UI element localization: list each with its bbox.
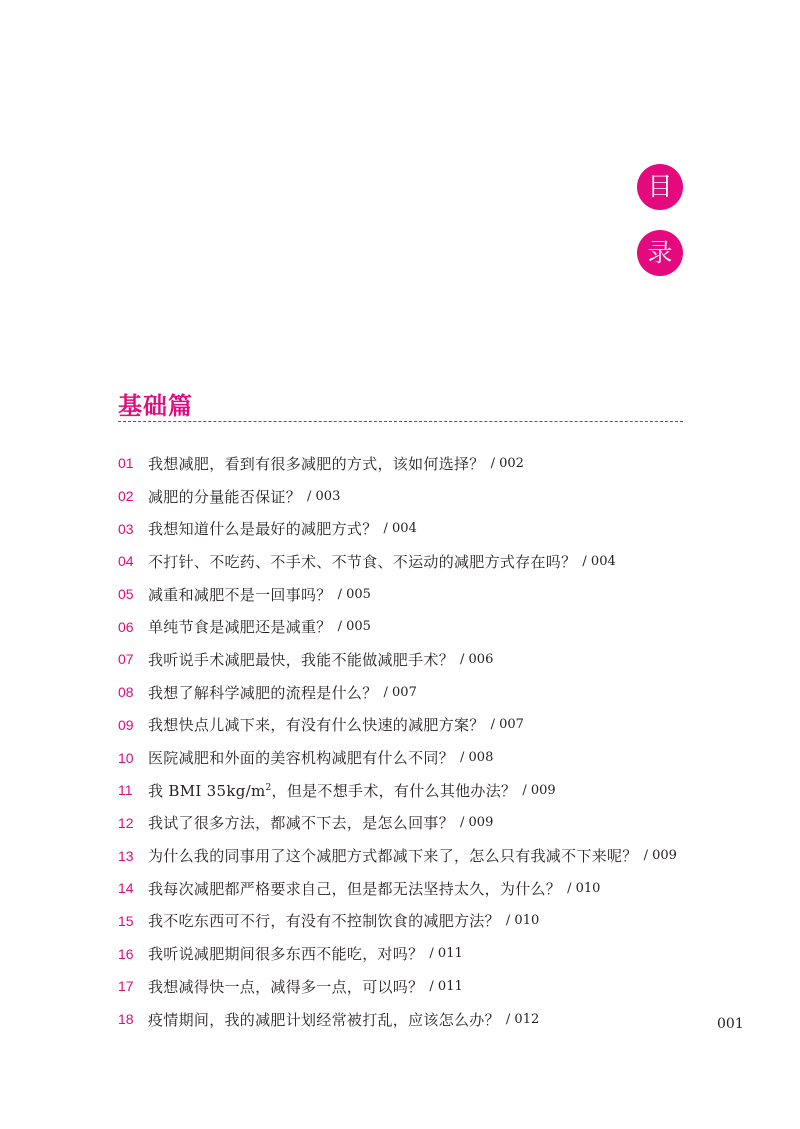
toc-page: / 008 xyxy=(460,750,494,766)
toc-question: 我每次减肥都严格要求自己，但是都无法坚持太久，为什么？ xyxy=(148,879,562,898)
toc-question-part: ，但是不想手术，有什么其他办法？ xyxy=(271,781,517,800)
toc-number: 09 xyxy=(118,716,134,733)
toc-number: 04 xyxy=(118,553,134,570)
toc-item[interactable] xyxy=(118,1003,698,1036)
toc-page: / 009 xyxy=(643,848,677,864)
toc-number: 11 xyxy=(118,782,133,799)
toc-item[interactable] xyxy=(118,643,698,676)
toc-item[interactable] xyxy=(118,872,698,905)
toc-page: / 010 xyxy=(567,880,601,896)
toc-item[interactable] xyxy=(118,774,698,807)
toc-question-part: 我 BMI 35kg/m xyxy=(148,781,266,800)
toc-item[interactable] xyxy=(118,578,698,611)
toc-number: 01 xyxy=(118,455,134,472)
section-divider xyxy=(118,421,683,422)
toc-item[interactable] xyxy=(118,807,698,840)
toc-page: / 007 xyxy=(490,717,524,733)
toc-question: 不打针、不吃药、不手术、不节食、不运动的减肥方式存在吗？ xyxy=(148,552,577,571)
toc-item[interactable] xyxy=(118,970,698,1003)
toc-question: 疫情期间，我的减肥计划经常被打乱，应该怎么办？ xyxy=(148,1010,500,1029)
toc-page: / 002 xyxy=(490,455,524,471)
toc-number: 18 xyxy=(118,1011,134,1028)
toc-question: 我想减得快一点，减得多一点，可以吗？ xyxy=(148,977,424,996)
toc-question: 我想了解科学减肥的流程是什么？ xyxy=(148,683,378,702)
toc-number: 08 xyxy=(118,684,134,701)
toc-number: 14 xyxy=(118,880,134,897)
toc-item[interactable] xyxy=(118,480,698,513)
toc-question: 我听说手术减肥最快，我能不能做减肥手术？ xyxy=(148,650,455,669)
toc-item[interactable] xyxy=(118,447,698,480)
toc-question: 我想知道什么是最好的减肥方式？ xyxy=(148,520,378,539)
toc-page: / 010 xyxy=(505,913,540,929)
heading-char-mu: 目 xyxy=(637,164,683,210)
toc-list xyxy=(118,447,698,1035)
toc-page: / 005 xyxy=(337,619,371,635)
toc-question: 为什么我的同事用了这个减肥方式都减下来了，怎么只有我减不下来呢？ xyxy=(148,847,638,866)
toc-item[interactable] xyxy=(118,839,698,872)
toc-page: / 011 xyxy=(429,946,463,962)
toc-item[interactable] xyxy=(118,741,698,774)
toc-number: 02 xyxy=(118,488,134,505)
toc-number: 05 xyxy=(118,586,134,603)
toc-page: / 003 xyxy=(307,488,341,504)
toc-question: 减重和减肥不是一回事吗？ xyxy=(148,585,332,604)
toc-number: 07 xyxy=(118,651,134,668)
toc-page: / 007 xyxy=(383,684,417,700)
toc-number: 06 xyxy=(118,618,134,635)
toc-page: / 005 xyxy=(337,586,371,602)
section-title: 基础篇 xyxy=(118,391,193,420)
toc-question: 我想减肥，看到有很多减肥的方式，该如何选择？ xyxy=(148,454,485,473)
toc-item[interactable] xyxy=(118,545,698,578)
toc-question: 我不吃东西可不行，有没有不控制饮食的减肥方法？ xyxy=(148,912,500,931)
toc-number: 10 xyxy=(118,749,134,766)
toc-number: 13 xyxy=(118,847,134,864)
toc-page: / 009 xyxy=(460,815,494,831)
toc-question: 我听说减肥期间很多东西不能吃，对吗？ xyxy=(148,945,424,964)
superscript-two: 2 xyxy=(265,782,272,793)
toc-number: 16 xyxy=(118,945,134,962)
toc-question: 减肥的分量能否保证？ xyxy=(148,487,302,506)
toc-item[interactable] xyxy=(118,709,698,742)
toc-question xyxy=(148,780,516,801)
toc-item[interactable] xyxy=(118,610,698,643)
toc-item[interactable] xyxy=(118,676,698,709)
toc-number: 03 xyxy=(118,520,134,537)
toc-number: 17 xyxy=(118,978,134,995)
toc-page: / 012 xyxy=(505,1011,540,1027)
toc-page: / 009 xyxy=(522,782,556,798)
toc-item[interactable] xyxy=(118,937,698,970)
heading-char-lu: 录 xyxy=(637,230,683,276)
toc-question: 医院减肥和外面的美容机构减肥有什么不同？ xyxy=(148,749,455,768)
toc-question: 我试了很多方法，都减不下去，是怎么回事？ xyxy=(148,814,455,833)
toc-item[interactable] xyxy=(118,512,698,545)
toc-question: 单纯节食是减肥还是减重？ xyxy=(148,618,332,637)
toc-number: 15 xyxy=(118,912,134,929)
toc-page: / 004 xyxy=(383,521,417,537)
toc-page: / 006 xyxy=(460,651,494,667)
page-number: 001 xyxy=(717,1016,744,1032)
toc-question: 我想快点儿减下来，有没有什么快速的减肥方案？ xyxy=(148,716,485,735)
toc-page: / 011 xyxy=(429,978,463,994)
toc-number: 12 xyxy=(118,814,134,831)
toc-item[interactable] xyxy=(118,905,698,938)
toc-page: / 004 xyxy=(582,553,616,569)
